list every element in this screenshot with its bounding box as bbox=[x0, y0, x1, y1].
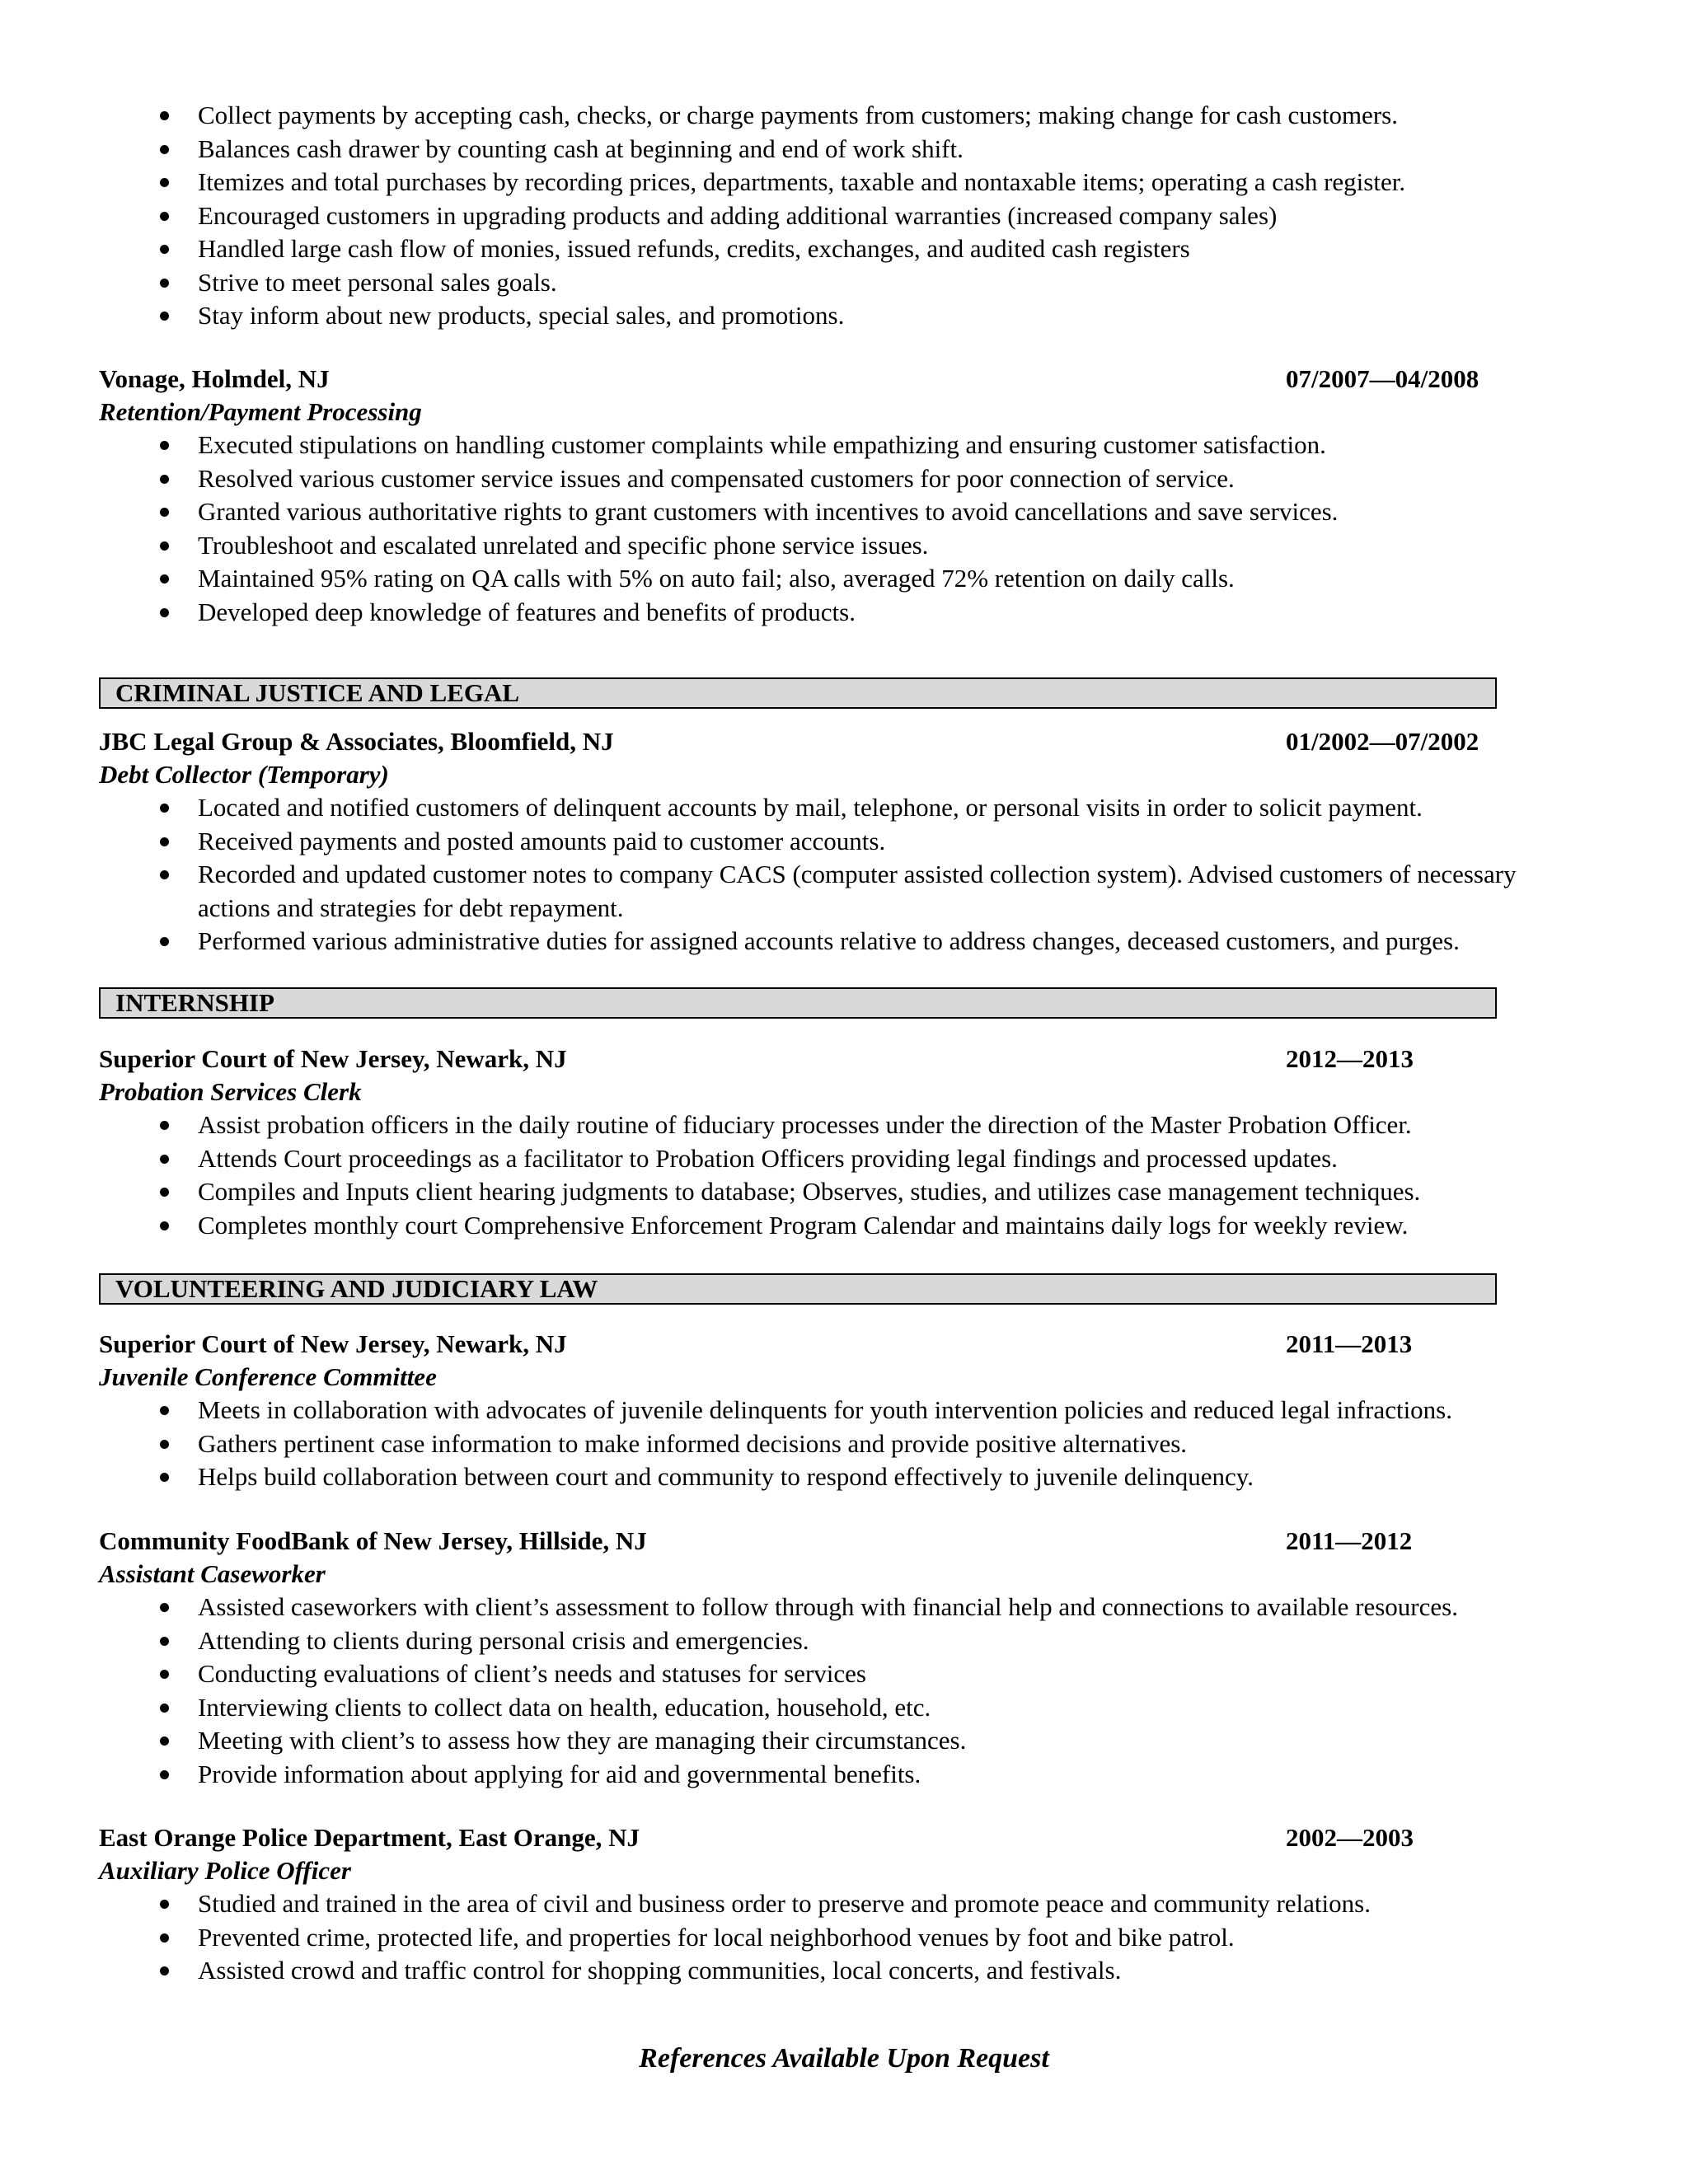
entry-header bbox=[99, 1043, 1582, 1076]
bullet-item: Executed stipulations on handling customer complaints while empathizing and ensuring customer satisfaction. bbox=[99, 429, 1582, 462]
bullet-item: Maintained 95% rating on QA calls with 5% on auto fail; also, averaged 72% retention on daily calls. bbox=[99, 562, 1582, 596]
bullet-item: Assist probation officers in the daily routine of fiduciary processes under the direction of the Master Probation Officer. bbox=[99, 1108, 1582, 1142]
bullet-item: Compiles and Inputs client hearing judgments to database; Observes, studies, and utilizes case management techniques. bbox=[99, 1175, 1582, 1209]
bullet-item: Helps build collaboration between court and community to respond effectively to juvenile delinquency. bbox=[99, 1460, 1582, 1494]
entry-dates: 2011—2013 bbox=[1286, 1329, 1413, 1358]
job-title: Probation Services Clerk bbox=[99, 1077, 362, 1106]
court-intern-bullets bbox=[99, 1108, 1582, 1242]
job-title: Juvenile Conference Committee bbox=[99, 1362, 437, 1391]
bullet-item: Interviewing clients to collect data on health, education, household, etc. bbox=[99, 1691, 1582, 1725]
entry-header bbox=[99, 725, 1582, 758]
bullet-item: Handled large cash flow of monies, issued refunds, credits, exchanges, and audited cash registers bbox=[99, 232, 1582, 266]
job-title: Retention/Payment Processing bbox=[99, 397, 422, 426]
bullet-item: Prevented crime, protected life, and properties for local neighborhood venues by foot and bike patrol. bbox=[99, 1921, 1582, 1955]
bullet-item: Balances cash drawer by counting cash at beginning and end of work shift. bbox=[99, 133, 1582, 166]
company-name: Vonage, Holmdel, NJ bbox=[99, 364, 330, 393]
bullet-item: Attends Court proceedings as a facilitator to Probation Officers providing legal findings and processed updates. bbox=[99, 1142, 1582, 1176]
bullet-item: Encouraged customers in upgrading products and adding additional warranties (increased company sales) bbox=[99, 199, 1582, 233]
company-name: Superior Court of New Jersey, Newark, NJ bbox=[99, 1044, 567, 1073]
job-title: Assistant Caseworker bbox=[99, 1559, 326, 1588]
bullet-item: Assisted crowd and traffic control for shopping communities, local concerts, and festivals. bbox=[99, 1954, 1582, 1988]
job-title: Auxiliary Police Officer bbox=[99, 1856, 351, 1885]
bullet-item: Collect payments by accepting cash, checks, or charge payments from customers; making change for cash customers. bbox=[99, 99, 1582, 133]
company-name: Superior Court of New Jersey, Newark, NJ bbox=[99, 1329, 567, 1358]
court-intern-entry bbox=[99, 1043, 1582, 1242]
bullet-item: Stay inform about new products, special sales, and promotions. bbox=[99, 299, 1582, 333]
section-header-criminal-justice: CRIMINAL JUSTICE AND LEGAL bbox=[99, 677, 1497, 709]
job-title: Debt Collector (Temporary) bbox=[99, 760, 389, 789]
references-note: References Available Upon Request bbox=[639, 2043, 1049, 2074]
retail-bullets bbox=[99, 99, 1582, 333]
bullet-item: Resolved various customer service issues and compensated customers for poor connection of service. bbox=[99, 462, 1582, 496]
bullet-item: Received payments and posted amounts paid to customer accounts. bbox=[99, 825, 1582, 859]
bullet-item: Itemizes and total purchases by recording prices, departments, taxable and nontaxable items; operating a cash register. bbox=[99, 166, 1582, 199]
company-name: East Orange Police Department, East Orange, NJ bbox=[99, 1823, 640, 1852]
vonage-entry bbox=[99, 363, 1582, 629]
bullet-item: Gathers pertinent case information to make informed decisions and provide positive alternatives. bbox=[99, 1427, 1582, 1461]
police-bullets bbox=[99, 1887, 1582, 1988]
bullet-item: Developed deep knowledge of features and benefits of products. bbox=[99, 596, 1582, 630]
bullet-item: Meets in collaboration with advocates of juvenile delinquents for youth intervention policies and reduced legal infractions. bbox=[99, 1394, 1582, 1427]
entry-dates: 2012—2013 bbox=[1286, 1044, 1414, 1073]
foodbank-entry bbox=[99, 1525, 1582, 1791]
section-header-volunteering: VOLUNTEERING AND JUDICIARY LAW bbox=[99, 1273, 1497, 1305]
jbc-entry bbox=[99, 725, 1582, 958]
bullet-item: Performed various administrative duties for assigned accounts relative to address changes, deceased customers, and purges. bbox=[99, 925, 1582, 958]
company-name: JBC Legal Group & Associates, Bloomfield, NJ bbox=[99, 727, 614, 756]
police-entry bbox=[99, 1821, 1582, 1988]
entry-header bbox=[99, 1328, 1582, 1361]
bullet-item: Strive to meet personal sales goals. bbox=[99, 266, 1582, 300]
company-name: Community FoodBank of New Jersey, Hillside, NJ bbox=[99, 1526, 647, 1555]
bullet-item: Recorded and updated customer notes to company CACS (computer assisted collection system). Advised customers of necessary actions and strategies for debt repayment. bbox=[99, 858, 1582, 925]
bullet-item: Located and notified customers of delinquent accounts by mail, telephone, or personal visits in order to solicit payment. bbox=[99, 791, 1582, 825]
vonage-bullets bbox=[99, 429, 1582, 629]
entry-header bbox=[99, 1821, 1582, 1854]
entry-dates: 2002—2003 bbox=[1286, 1823, 1414, 1852]
bullet-item: Assisted caseworkers with client’s assessment to follow through with financial help and connections to available resources. bbox=[99, 1591, 1582, 1624]
bullet-item: Studied and trained in the area of civil and business order to preserve and promote peace and community relations. bbox=[99, 1887, 1582, 1921]
bullet-item: Provide information about applying for aid and governmental benefits. bbox=[99, 1758, 1582, 1792]
entry-dates: 01/2002—07/2002 bbox=[1286, 727, 1479, 756]
bullet-item: Completes monthly court Comprehensive Enforcement Program Calendar and maintains daily logs for weekly review. bbox=[99, 1209, 1582, 1243]
section-header-internship: INTERNSHIP bbox=[99, 987, 1497, 1019]
entry-dates: 2011—2012 bbox=[1286, 1526, 1413, 1555]
bullet-item: Meeting with client’s to assess how they are managing their circumstances. bbox=[99, 1724, 1582, 1758]
court-juvenile-entry bbox=[99, 1328, 1582, 1494]
entry-header bbox=[99, 363, 1582, 396]
entry-dates: 07/2007—04/2008 bbox=[1286, 364, 1479, 393]
bullet-item: Granted various authoritative rights to grant customers with incentives to avoid cancellations and save services. bbox=[99, 495, 1582, 529]
foodbank-bullets bbox=[99, 1591, 1582, 1791]
bullet-item: Conducting evaluations of client’s needs and statuses for services bbox=[99, 1657, 1582, 1691]
court-juvenile-bullets bbox=[99, 1394, 1582, 1494]
jbc-bullets bbox=[99, 791, 1582, 958]
entry-header bbox=[99, 1525, 1582, 1558]
bullet-item: Attending to clients during personal crisis and emergencies. bbox=[99, 1624, 1582, 1658]
bullet-item: Troubleshoot and escalated unrelated and specific phone service issues. bbox=[99, 529, 1582, 563]
retail-entry bbox=[99, 99, 1582, 333]
